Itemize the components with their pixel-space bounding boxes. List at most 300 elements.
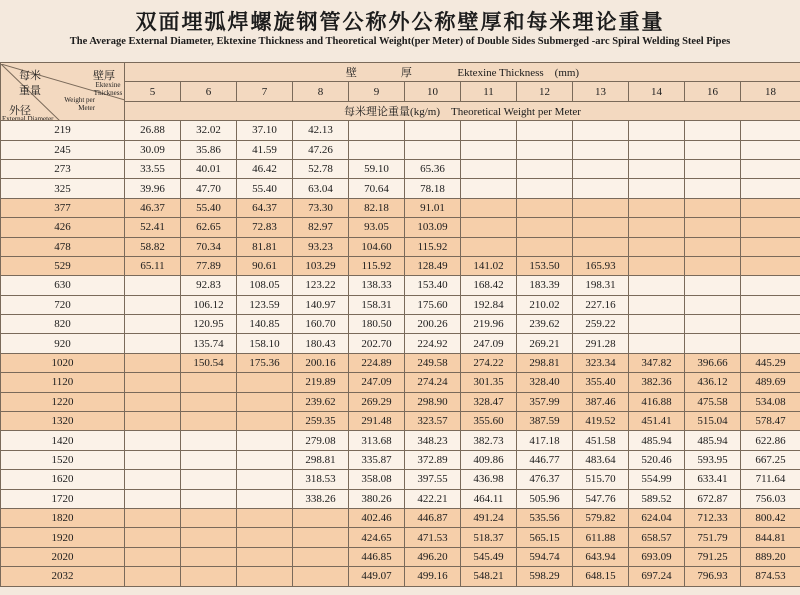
thickness-cell: 14 (629, 82, 685, 101)
corner-od-zh: 外径 (9, 103, 31, 117)
weight-cell (573, 198, 629, 217)
weight-cell (685, 315, 741, 334)
table-row (1, 315, 800, 334)
weight-cell: 594.74 (517, 547, 573, 566)
weight-cell (685, 121, 741, 140)
weight-cell (181, 508, 237, 527)
weight-cell: 796.93 (685, 567, 741, 586)
weight-cell: 91.01 (405, 198, 461, 217)
weight-cell: 82.18 (349, 198, 405, 217)
thickness-cell: 11 (461, 82, 517, 101)
outer-diameter-cell: 720 (1, 295, 125, 314)
weight-cell: 210.02 (517, 295, 573, 314)
weight-cell: 65.11 (125, 256, 181, 275)
weight-cell (741, 179, 800, 198)
table-row (1, 431, 800, 450)
weight-cell: 648.15 (573, 567, 629, 586)
weight-cell: 140.97 (293, 295, 349, 314)
weight-cell (293, 528, 349, 547)
weight-cell: 93.05 (349, 218, 405, 237)
weight-cell: 515.70 (573, 470, 629, 489)
outer-diameter-cell: 426 (1, 218, 125, 237)
weight-cell: 120.95 (181, 315, 237, 334)
corner-thickness-en: Ektexine Thickness (93, 80, 123, 97)
weight-cell: 417.18 (517, 431, 573, 450)
weight-cell (685, 256, 741, 275)
outer-diameter-cell: 920 (1, 334, 125, 353)
weight-cell: 63.04 (293, 179, 349, 198)
weight-cell: 30.09 (125, 140, 181, 159)
weight-cell: 496.20 (405, 547, 461, 566)
weight-cell: 78.18 (405, 179, 461, 198)
weight-cell: 165.93 (573, 256, 629, 275)
outer-diameter-cell: 529 (1, 256, 125, 275)
page-title-english: The Average External Diameter, Ektexine Thickness and Theoretical Weight(per Meter) of Double Sides Submerged -arc Spiral Welding Steel Pipes (69, 36, 731, 47)
weight-cell: 47.70 (181, 179, 237, 198)
weight-header: 每米理论重量(kg/m) Theoretical Weight per Meter (125, 101, 800, 120)
weight-cell (629, 237, 685, 256)
weight-cell (125, 528, 181, 547)
table-row (1, 276, 800, 295)
weight-cell: 464.11 (461, 489, 517, 508)
weight-cell (629, 140, 685, 159)
weight-cell: 26.88 (125, 121, 181, 140)
weight-cell: 416.88 (629, 392, 685, 411)
weight-cell: 515.04 (685, 412, 741, 431)
thickness-cell: 10 (405, 82, 461, 101)
weight-cell: 90.61 (237, 256, 293, 275)
weight-cell: 422.21 (405, 489, 461, 508)
weight-cell (461, 198, 517, 217)
outer-diameter-cell: 219 (1, 121, 125, 140)
weight-cell: 499.16 (405, 567, 461, 586)
weight-cell: 92.83 (181, 276, 237, 295)
weight-cell: 46.42 (237, 159, 293, 178)
outer-diameter-cell: 245 (1, 140, 125, 159)
weight-cell: 175.36 (237, 353, 293, 372)
thickness-header (125, 63, 800, 82)
outer-diameter-cell: 1520 (1, 450, 125, 469)
weight-cell: 224.92 (405, 334, 461, 353)
weight-cell: 328.47 (461, 392, 517, 411)
weight-cell: 449.07 (349, 567, 405, 586)
weight-cell (293, 547, 349, 566)
weight-cell: 73.30 (293, 198, 349, 217)
weight-cell: 58.82 (125, 237, 181, 256)
outer-diameter-cell: 1420 (1, 431, 125, 450)
weight-cell (125, 489, 181, 508)
weight-cell: 249.58 (405, 353, 461, 372)
weight-cell: 192.84 (461, 295, 517, 314)
weight-cell: 547.76 (573, 489, 629, 508)
weight-cell: 247.09 (349, 373, 405, 392)
thickness-cell: 8 (293, 82, 349, 101)
weight-cell (629, 295, 685, 314)
weight-cell: 446.77 (517, 450, 573, 469)
weight-cell (125, 373, 181, 392)
page-title-chinese: 双面埋弧焊螺旋钢管公称外公称壁厚和每米理论重量 (135, 9, 665, 34)
weight-cell: 103.29 (293, 256, 349, 275)
weight-cell: 65.36 (405, 159, 461, 178)
weight-cell: 751.79 (685, 528, 741, 547)
weight-cell (517, 159, 573, 178)
weight-cell (573, 218, 629, 237)
weight-cell: 46.37 (125, 198, 181, 217)
weight-cell: 115.92 (349, 256, 405, 275)
weight-cell: 200.16 (293, 353, 349, 372)
weight-cell: 77.89 (181, 256, 237, 275)
weight-cell (237, 431, 293, 450)
table-row (1, 450, 800, 469)
weight-cell: 518.37 (461, 528, 517, 547)
weight-cell: 219.89 (293, 373, 349, 392)
weight-cell: 622.86 (741, 431, 800, 450)
weight-cell: 219.96 (461, 315, 517, 334)
weight-cell (181, 547, 237, 566)
thickness-cell: 12 (517, 82, 573, 101)
weight-cell: 291.28 (573, 334, 629, 353)
weight-cell: 52.41 (125, 218, 181, 237)
outer-diameter-cell: 325 (1, 179, 125, 198)
header-corner (1, 63, 125, 121)
weight-cell: 318.53 (293, 470, 349, 489)
weight-cell: 158.31 (349, 295, 405, 314)
weight-cell: 382.73 (461, 431, 517, 450)
weight-cell: 180.50 (349, 315, 405, 334)
thickness-cell: 5 (125, 82, 181, 101)
table-row (1, 470, 800, 489)
weight-cell: 578.47 (741, 412, 800, 431)
weight-cell: 598.29 (517, 567, 573, 586)
weight-cell (125, 567, 181, 586)
weight-cell (741, 198, 800, 217)
outer-diameter-cell: 1920 (1, 528, 125, 547)
weight-cell: 33.55 (125, 159, 181, 178)
weight-cell (741, 159, 800, 178)
weight-cell (125, 412, 181, 431)
weight-cell: 633.41 (685, 470, 741, 489)
weight-cell (629, 334, 685, 353)
weight-cell (573, 237, 629, 256)
weight-cell (461, 159, 517, 178)
weight-cell: 52.78 (293, 159, 349, 178)
table-row (1, 508, 800, 527)
outer-diameter-cell: 2020 (1, 547, 125, 566)
weight-cell: 565.15 (517, 528, 573, 547)
weight-cell: 667.25 (741, 450, 800, 469)
corner-weight-zh-2: 重量 (19, 83, 41, 97)
weight-cell: 624.04 (629, 508, 685, 527)
pipe-weight-table (0, 62, 800, 587)
weight-cell: 175.60 (405, 295, 461, 314)
weight-cell: 298.90 (405, 392, 461, 411)
weight-cell: 168.42 (461, 276, 517, 295)
weight-cell (461, 121, 517, 140)
weight-cell: 489.69 (741, 373, 800, 392)
weight-cell (685, 334, 741, 353)
weight-cell (573, 140, 629, 159)
weight-cell (629, 276, 685, 295)
weight-cell (181, 470, 237, 489)
weight-cell: 409.86 (461, 450, 517, 469)
weight-cell (741, 256, 800, 275)
table-row (1, 179, 800, 198)
weight-cell (629, 315, 685, 334)
weight-cell: 72.83 (237, 218, 293, 237)
weight-cell (181, 392, 237, 411)
weight-cell (181, 373, 237, 392)
weight-cell: 355.40 (573, 373, 629, 392)
weight-cell (741, 295, 800, 314)
weight-cell: 323.34 (573, 353, 629, 372)
outer-diameter-cell: 1220 (1, 392, 125, 411)
table-row (1, 412, 800, 431)
outer-diameter-cell: 820 (1, 315, 125, 334)
weight-cell (125, 353, 181, 372)
weight-cell: 93.23 (293, 237, 349, 256)
thickness-cell: 16 (685, 82, 741, 101)
weight-cell (125, 315, 181, 334)
weight-cell: 81.81 (237, 237, 293, 256)
weight-cell: 436.98 (461, 470, 517, 489)
weight-cell: 475.58 (685, 392, 741, 411)
weight-cell: 70.64 (349, 179, 405, 198)
table-row (1, 159, 800, 178)
weight-cell: 64.37 (237, 198, 293, 217)
weight-cell: 643.94 (573, 547, 629, 566)
weight-cell: 693.09 (629, 547, 685, 566)
weight-cell: 183.39 (517, 276, 573, 295)
weight-cell: 59.10 (349, 159, 405, 178)
weight-cell (349, 121, 405, 140)
outer-diameter-cell: 1820 (1, 508, 125, 527)
weight-cell: 800.42 (741, 508, 800, 527)
weight-cell: 40.01 (181, 159, 237, 178)
outer-diameter-cell: 1320 (1, 412, 125, 431)
weight-cell (237, 470, 293, 489)
weight-cell (181, 450, 237, 469)
weight-cell (125, 276, 181, 295)
weight-cell: 712.33 (685, 508, 741, 527)
weight-cell: 227.16 (573, 295, 629, 314)
table-row (1, 392, 800, 411)
weight-cell: 380.26 (349, 489, 405, 508)
weight-cell: 451.41 (629, 412, 685, 431)
weight-cell: 274.24 (405, 373, 461, 392)
weight-cell: 141.02 (461, 256, 517, 275)
weight-cell (517, 179, 573, 198)
weight-cell: 387.46 (573, 392, 629, 411)
weight-cell (125, 431, 181, 450)
weight-cell: 611.88 (573, 528, 629, 547)
weight-cell (629, 179, 685, 198)
weight-cell: 37.10 (237, 121, 293, 140)
weight-cell: 123.59 (237, 295, 293, 314)
weight-cell (181, 412, 237, 431)
table-row (1, 237, 800, 256)
weight-cell: 424.65 (349, 528, 405, 547)
outer-diameter-cell: 1120 (1, 373, 125, 392)
weight-cell (293, 508, 349, 527)
weight-cell (237, 373, 293, 392)
weight-cell (629, 198, 685, 217)
weight-cell (237, 547, 293, 566)
weight-cell (461, 140, 517, 159)
weight-cell (573, 179, 629, 198)
weight-cell (181, 528, 237, 547)
thickness-cell: 7 (237, 82, 293, 101)
weight-cell: 259.22 (573, 315, 629, 334)
weight-cell: 140.85 (237, 315, 293, 334)
weight-cell: 108.05 (237, 276, 293, 295)
weight-cell: 387.59 (517, 412, 573, 431)
weight-cell: 274.22 (461, 353, 517, 372)
weight-cell: 32.02 (181, 121, 237, 140)
weight-cell (629, 159, 685, 178)
weight-cell: 200.26 (405, 315, 461, 334)
weight-cell: 520.46 (629, 450, 685, 469)
weight-cell: 756.03 (741, 489, 800, 508)
corner-od-en: External Diameter (2, 114, 54, 121)
weight-cell: 128.49 (405, 256, 461, 275)
weight-cell: 446.85 (349, 547, 405, 566)
table-row (1, 528, 800, 547)
weight-cell: 239.62 (517, 315, 573, 334)
weight-cell (741, 276, 800, 295)
weight-cell (181, 431, 237, 450)
weight-cell (237, 412, 293, 431)
weight-cell (125, 547, 181, 566)
weight-cell: 47.26 (293, 140, 349, 159)
weight-cell: 160.70 (293, 315, 349, 334)
weight-cell: 62.65 (181, 218, 237, 237)
weight-cell (517, 237, 573, 256)
weight-cell (517, 198, 573, 217)
weight-cell (741, 121, 800, 140)
weight-cell: 483.64 (573, 450, 629, 469)
weight-cell: 269.29 (349, 392, 405, 411)
weight-cell (237, 489, 293, 508)
table-row (1, 489, 800, 508)
table-row (1, 198, 800, 217)
table-row (1, 256, 800, 275)
table-row (1, 218, 800, 237)
weight-cell: 41.59 (237, 140, 293, 159)
weight-cell: 123.22 (293, 276, 349, 295)
thickness-cell: 13 (573, 82, 629, 101)
weight-cell: 548.21 (461, 567, 517, 586)
weight-cell: 672.87 (685, 489, 741, 508)
weight-cell (741, 218, 800, 237)
weight-cell: 239.62 (293, 392, 349, 411)
table-row (1, 373, 800, 392)
weight-cell: 545.49 (461, 547, 517, 566)
weight-cell (125, 295, 181, 314)
outer-diameter-cell: 1620 (1, 470, 125, 489)
weight-cell: 396.66 (685, 353, 741, 372)
weight-cell: 419.52 (573, 412, 629, 431)
outer-diameter-cell: 630 (1, 276, 125, 295)
weight-cell: 103.09 (405, 218, 461, 237)
weight-cell: 323.57 (405, 412, 461, 431)
outer-diameter-cell: 273 (1, 159, 125, 178)
weight-cell: 355.60 (461, 412, 517, 431)
weight-cell: 658.57 (629, 528, 685, 547)
weight-cell: 436.12 (685, 373, 741, 392)
weight-cell: 328.40 (517, 373, 573, 392)
weight-cell: 505.96 (517, 489, 573, 508)
weight-cell: 358.08 (349, 470, 405, 489)
weight-cell: 135.74 (181, 334, 237, 353)
weight-cell: 554.99 (629, 470, 685, 489)
weight-cell: 291.48 (349, 412, 405, 431)
weight-cell: 269.21 (517, 334, 573, 353)
weight-cell (461, 179, 517, 198)
weight-cell: 491.24 (461, 508, 517, 527)
thickness-label-zh: 壁 厚 (345, 67, 412, 80)
weight-cell (685, 198, 741, 217)
weight-cell (685, 179, 741, 198)
outer-diameter-cell: 1720 (1, 489, 125, 508)
weight-cell (685, 159, 741, 178)
corner-thickness-zh: 壁厚 (93, 68, 115, 82)
weight-cell: 106.12 (181, 295, 237, 314)
weight-cell (741, 140, 800, 159)
weight-cell (405, 140, 461, 159)
weight-cell (461, 218, 517, 237)
weight-cell: 697.24 (629, 567, 685, 586)
weight-cell: 35.86 (181, 140, 237, 159)
weight-cell: 153.40 (405, 276, 461, 295)
weight-cell (405, 121, 461, 140)
weight-cell: 593.95 (685, 450, 741, 469)
weight-cell (237, 567, 293, 586)
weight-cell: 589.52 (629, 489, 685, 508)
weight-cell: 115.92 (405, 237, 461, 256)
outer-diameter-cell: 478 (1, 237, 125, 256)
weight-cell: 579.82 (573, 508, 629, 527)
outer-diameter-cell: 1020 (1, 353, 125, 372)
weight-cell (125, 392, 181, 411)
weight-cell: 202.70 (349, 334, 405, 353)
weight-cell (349, 140, 405, 159)
weight-cell (685, 140, 741, 159)
weight-cell (517, 218, 573, 237)
weight-cell (629, 218, 685, 237)
weight-cell: 889.20 (741, 547, 800, 566)
weight-cell: 335.87 (349, 450, 405, 469)
weight-cell: 535.56 (517, 508, 573, 527)
table-row (1, 353, 800, 372)
weight-cell (685, 295, 741, 314)
thickness-cell: 6 (181, 82, 237, 101)
weight-cell: 39.96 (125, 179, 181, 198)
weight-cell: 150.54 (181, 353, 237, 372)
table-row (1, 140, 800, 159)
weight-cell: 82.97 (293, 218, 349, 237)
thickness-cell: 18 (741, 82, 800, 101)
weight-cell: 397.55 (405, 470, 461, 489)
weight-cell: 104.60 (349, 237, 405, 256)
weight-cell: 445.29 (741, 353, 800, 372)
weight-cell: 347.82 (629, 353, 685, 372)
table-row (1, 121, 800, 140)
weight-cell: 874.53 (741, 567, 800, 586)
weight-cell: 471.53 (405, 528, 461, 547)
table-row (1, 547, 800, 566)
weight-cell (125, 508, 181, 527)
thickness-label-en: Ektexine Thickness (mm) (457, 67, 580, 80)
